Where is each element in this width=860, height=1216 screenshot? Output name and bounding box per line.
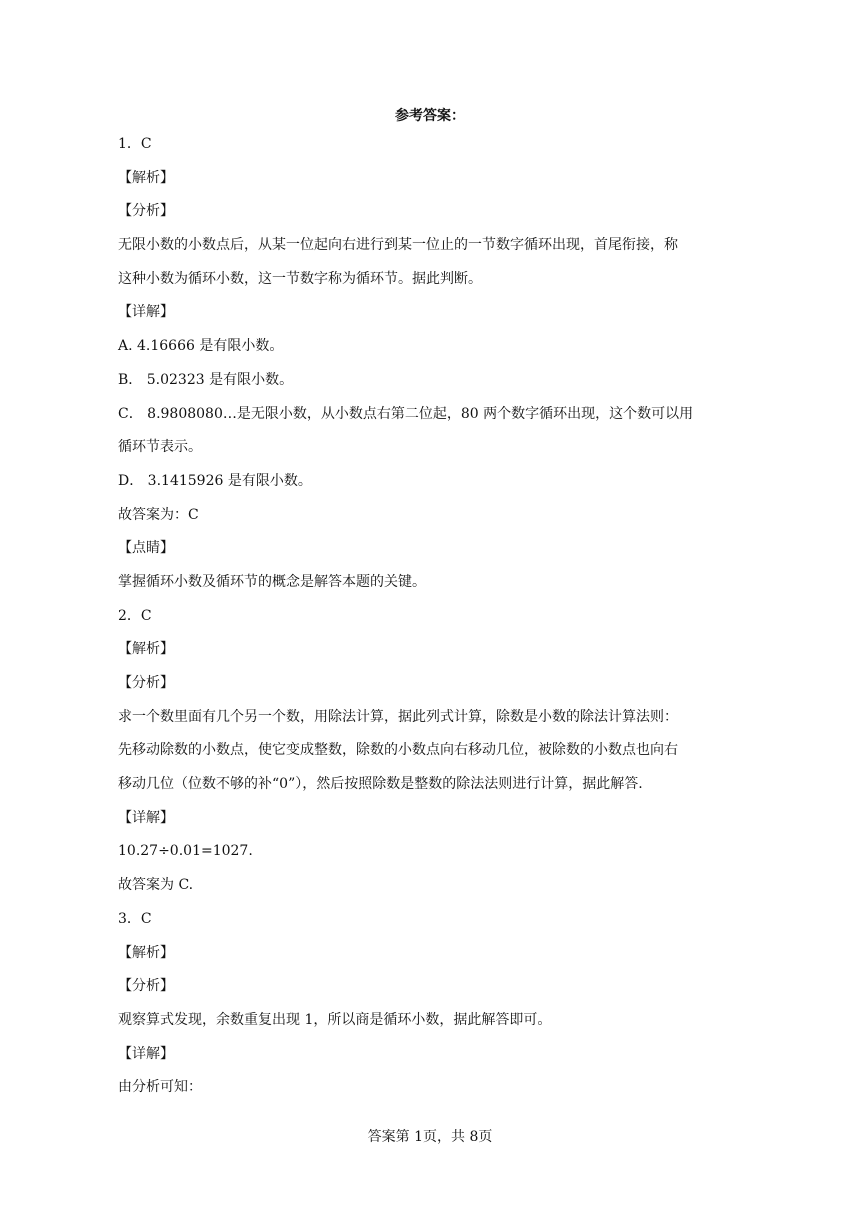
section-heading: 【分析】: [118, 203, 174, 220]
paragraph-line: 无限小数的小数点后，从某一位起向右进行到某一位止的一节数字循环出现，首尾衔接，称: [118, 237, 678, 254]
paragraph-line: 故答案为 C.: [118, 877, 194, 894]
section-heading: 【点睛】: [118, 540, 174, 557]
paragraph-line: 故答案为：C: [118, 506, 199, 523]
paragraph-line: 移动几位（位数不够的补“0”），然后按照除数是整数的除法法则进行计算，据此解答.: [118, 776, 643, 793]
answer-number: 3．C: [118, 910, 152, 927]
paragraph-line: 循环节表示。: [118, 439, 202, 456]
paragraph-line: 掌握循环小数及循环节的概念是解答本题的关键。: [118, 573, 426, 590]
answer-number: 1．C: [118, 136, 152, 152]
paragraph-line: C． 8.9808080…是无限小数，从小数点右第二位起，80 两个数字循环出现，这个数可以用: [118, 405, 694, 422]
paragraph-line: 观察算式发现，余数重复出现 1，所以商是循环小数，据此解答即可。: [118, 1011, 552, 1028]
paragraph-line: 这种小数为循环小数，这一节数字称为循环节。据此判断。: [118, 270, 482, 287]
section-heading: 【详解】: [118, 809, 174, 826]
paragraph-line: 10.27÷0.01=1027.: [118, 843, 253, 860]
paragraph-line: 求一个数里面有几个另一个数，用除法计算，据此列式计算，除数是小数的除法计算法则：: [118, 708, 678, 725]
page-footer: 答案第 1页，共 8页: [367, 1129, 493, 1145]
section-heading: 【分析】: [118, 675, 174, 691]
section-heading: 【解析】: [118, 641, 174, 658]
section-heading: 【详解】: [118, 1045, 174, 1062]
section-heading: 【解析】: [118, 944, 174, 961]
section-heading: 【详解】: [118, 304, 174, 321]
page-title: 参考答案：: [395, 108, 465, 124]
answer-number: 2．C: [118, 607, 152, 624]
section-heading: 【分析】: [118, 978, 174, 995]
paragraph-line: A. 4.16666 是有限小数。: [118, 338, 284, 355]
paragraph-line: 先移动除数的小数点，使它变成整数，除数的小数点向右移动几位，被除数的小数点也向右: [118, 742, 678, 759]
section-heading: 【解析】: [118, 169, 174, 186]
paragraph-line: B． 5.02323 是有限小数。: [118, 371, 294, 388]
answer-content: [118, 133, 738, 1110]
paragraph-line: 由分析可知：: [118, 1079, 202, 1096]
paragraph-line: D． 3.1415926 是有限小数。: [118, 472, 312, 489]
